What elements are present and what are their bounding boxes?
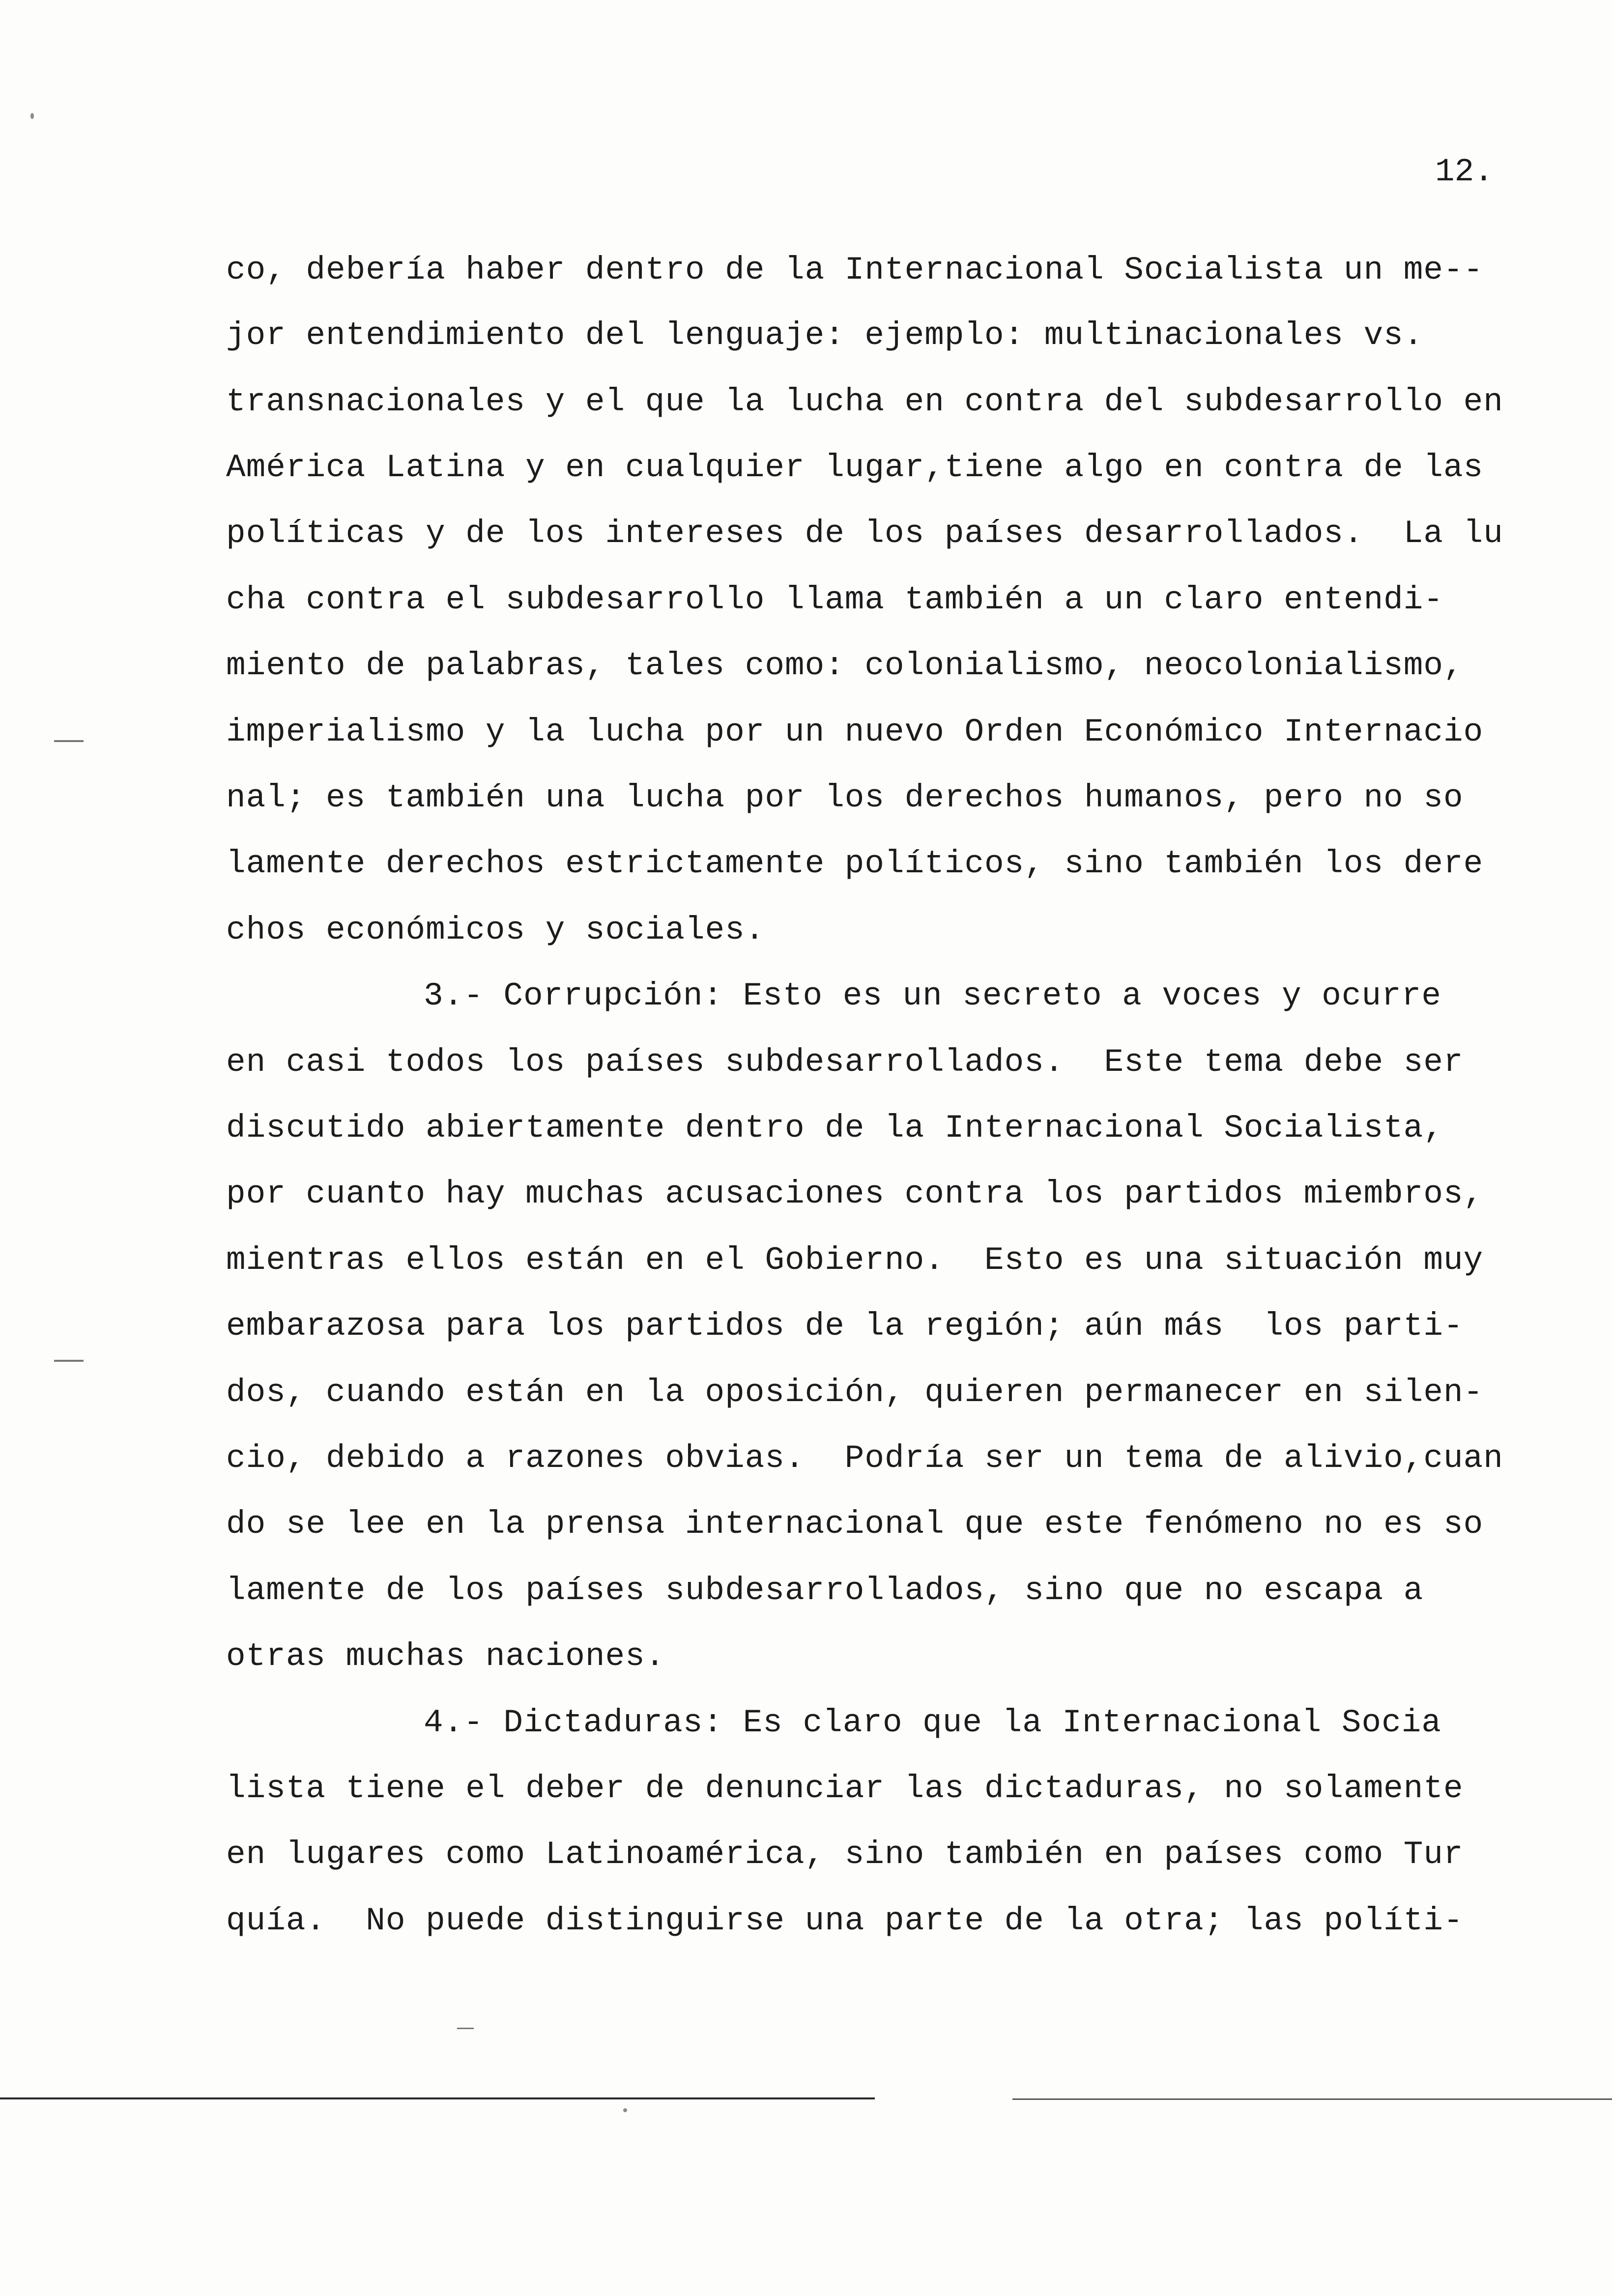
text-line: chos económicos y sociales.: [226, 912, 765, 948]
text-line: do se lee en la prensa internacional que este fenómeno no es so: [226, 1506, 1484, 1543]
text-line: otras muchas naciones.: [226, 1638, 665, 1675]
text-line: transnacionales y el que la lucha en contra del subdesarrollo en: [226, 383, 1503, 420]
scan-speck: [30, 113, 34, 119]
text-line: América Latina y en cualquier lugar,tiene algo en contra de las: [226, 449, 1484, 486]
text-line: por cuanto hay muchas acusaciones contra los partidos miembros,: [226, 1176, 1484, 1212]
text-line: jor entendimiento del lenguaje: ejemplo: multinacionales vs.: [226, 317, 1424, 354]
text-line: lamente derechos estrictamente políticos, sino también los dere: [226, 845, 1484, 882]
text-line: embarazosa para los partidos de la región; aún más los parti-: [226, 1308, 1464, 1345]
text-line: lamente de los países subdesarrollados, sino que no escapa a: [226, 1572, 1424, 1609]
text-line: en lugares como Latinoamérica, sino también en países como Tur: [226, 1836, 1464, 1873]
text-line: imperialismo y la lucha por un nuevo Orden Económico Internacio: [226, 714, 1484, 750]
bottom-rule: [0, 2097, 875, 2099]
bottom-rule: [1012, 2098, 1612, 2100]
margin-mark: [54, 1360, 84, 1362]
text-line: cha contra el subdesarrollo llama también a un claro entendi-: [226, 581, 1443, 618]
page-number: 12.: [1435, 153, 1494, 190]
section-heading-dictaduras: 4.- Dictaduras: Es claro que la Internacional Socia: [424, 1704, 1441, 1741]
scan-speck: [623, 2108, 627, 2112]
text-line: lista tiene el deber de denunciar las dictaduras, no solamente: [226, 1770, 1464, 1807]
text-line: dos, cuando están en la oposición, quieren permanecer en silen-: [226, 1374, 1484, 1411]
text-line: en casi todos los países subdesarrollados. Este tema debe ser: [226, 1044, 1464, 1081]
text-line: políticas y de los intereses de los países desarrollados. La lu: [226, 515, 1503, 552]
text-line: discutido abiertamente dentro de la Internacional Socialista,: [226, 1110, 1443, 1147]
text-line: miento de palabras, tales como: colonialismo, neocolonialismo,: [226, 647, 1464, 684]
section-heading-corrupcion: 3.- Corrupción: Esto es un secreto a voces y ocurre: [424, 977, 1441, 1014]
text-line: co, debería haber dentro de la Internacional Socialista un me--: [226, 252, 1484, 288]
text-line: mientras ellos están en el Gobierno. Esto es una situación muy: [226, 1242, 1484, 1279]
scan-mark: [457, 2028, 474, 2029]
text-line: cio, debido a razones obvias. Podría ser un tema de alivio,cuan: [226, 1440, 1503, 1477]
text-line: quía. No puede distinguirse una parte de la otra; las políti-: [226, 1902, 1464, 1939]
margin-mark: [54, 740, 84, 742]
text-line: nal; es también una lucha por los derechos humanos, pero no so: [226, 779, 1464, 816]
